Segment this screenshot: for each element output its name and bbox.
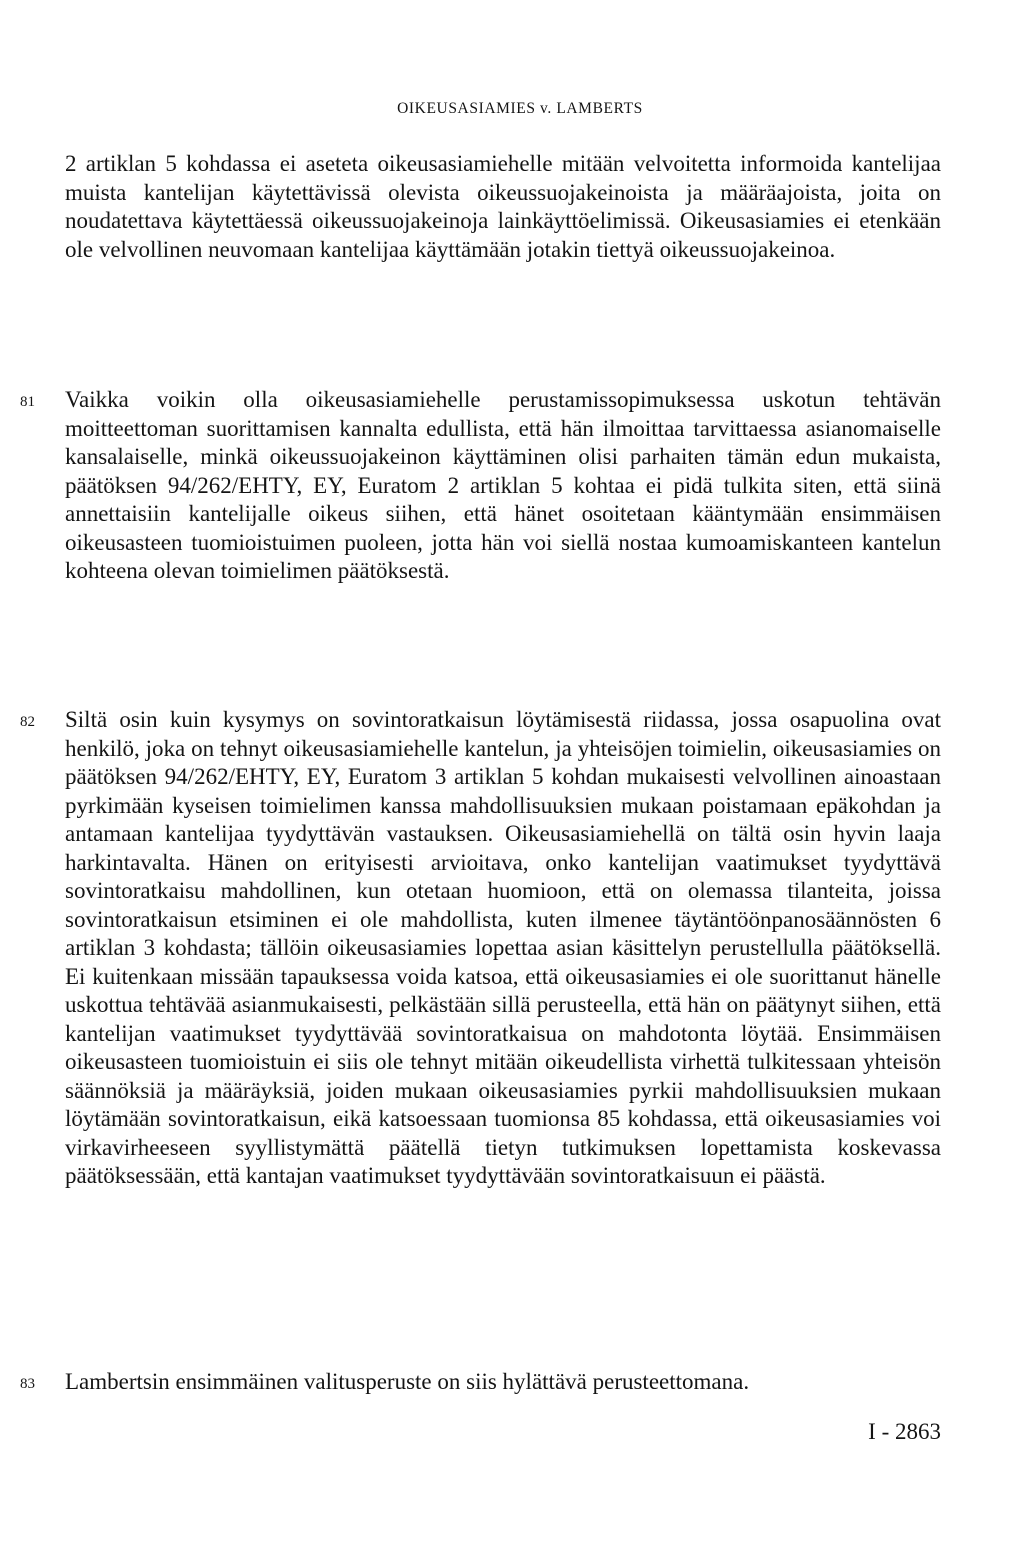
paragraph-number: 81 — [20, 394, 35, 410]
paragraph-text: Siltä osin kuin kysymys on sovintoratkaisun löytämisestä riidassa, jossa osapuolina ovat henkilö, joka on tehnyt oikeusasiamiehelle kantelun, ja yhteisöjen toimielin, oikeusasiamies on päätöksen 94/262/EHTY, EY, Euratom 3 artiklan 5 kohdan mukaisesti velvollinen ainoastaan pyrkimään kyseisen toimielimen kanssa mahdollisuuksien mukaan poistamaan epäkohdan ja antamaan kantelijaa tyydyttävän vastauksen. Oikeusasiamiehellä on tältä osin hyvin laaja harkintavalta. Hänen on erityisesti arvioitava, onko kantelijan vaatimukset tyydyttävä sovintoratkaisu mahdollinen, kun otetaan huomioon, että on olemassa tilanteita, joissa sovintoratkaisun etsiminen ei ole mahdollista, kuten ilmenee täytäntöönpanosäännösten 6 artiklan 3 kohdasta; tällöin oikeusasiamies lopettaa asian käsittelyn perustellulla päätöksellä. Ei kuitenkaan missään tapauksessa voida katsoa, että oikeusasiamies ei ole suorittanut hänelle uskottua tehtävää asianmukaisesti, pelkästään sillä perusteella, että hän on päätynyt siihen, että kantelijan vaatimukset tyydyttävää sovintoratkaisua on mahdotonta löytää. Ensimmäisen oikeusasteen tuomioistuin ei siis ole tehnyt mitään oikeudellista virhettä tulkitessaan yhteisön säännöksiä ja määräyksiä, joiden mukaan oikeusasiamies pyrkii mahdollisuuksien mukaan löytämään sovintoratkaisun, eikä katsoessaan tuomionsa 85 kohdassa, että oikeusasiamies voi virkavirheeseen syyllistymättä päätellä tietyn tutkimuksen lopettamista koskevassa päätöksessään, että kantajan vaatimukset tyydyttävään sovintoratkaisuun ei päästä. — [65, 707, 941, 1188]
paragraph-continuation: 2 artiklan 5 kohdassa ei aseteta oikeusasiamiehelle mitään velvoitetta informoida kantelijaa muista kantelijan käytettävissä olevista oikeussuojakeinoista ja määräajoista, joita on noudatettava käytettäessä oikeussuojakeinoja lainkäyttöelimissä. Oikeusasiamies ei etenkään ole velvollinen neuvomaan kantelijaa käyttämään jotakin tiettyä oikeussuojakeinoa. — [65, 151, 941, 262]
paragraph-text: Lambertsin ensimmäinen valitusperuste on siis hylättävä perusteettomana. — [65, 1369, 750, 1394]
running-header — [0, 100, 1024, 118]
paragraph-number: 82 — [20, 714, 35, 730]
running-header-title: OIKEUSASIAMIES v. LAMBERTS — [397, 100, 643, 117]
page-number: I - 2863 — [868, 1419, 941, 1444]
paragraph-text: Vaikka voikin olla oikeusasiamiehelle perustamissopimuksessa uskotun tehtävän moitteettoman suorittamisen kannalta edullista, että hän ilmoittaa tarvittaessa asianomaiselle kansalaiselle, minkä oikeussuojakeinon käyttäminen olisi parhaiten tämän edun mukaista, päätöksen 94/262/EHTY, EY, Euratom 2 artiklan 5 kohtaa ei pidä tulkita siten, että siinä annettaisiin kantelijalle oikeus siihen, että hänet osoitetaan kääntymään ensimmäisen oikeusasteen tuomioistuimen puoleen, jotta hän voi siellä nostaa kumoamiskanteen kantelun kohteena olevan toimielimen päätöksestä. — [65, 387, 941, 583]
paragraph-number: 83 — [20, 1376, 35, 1392]
